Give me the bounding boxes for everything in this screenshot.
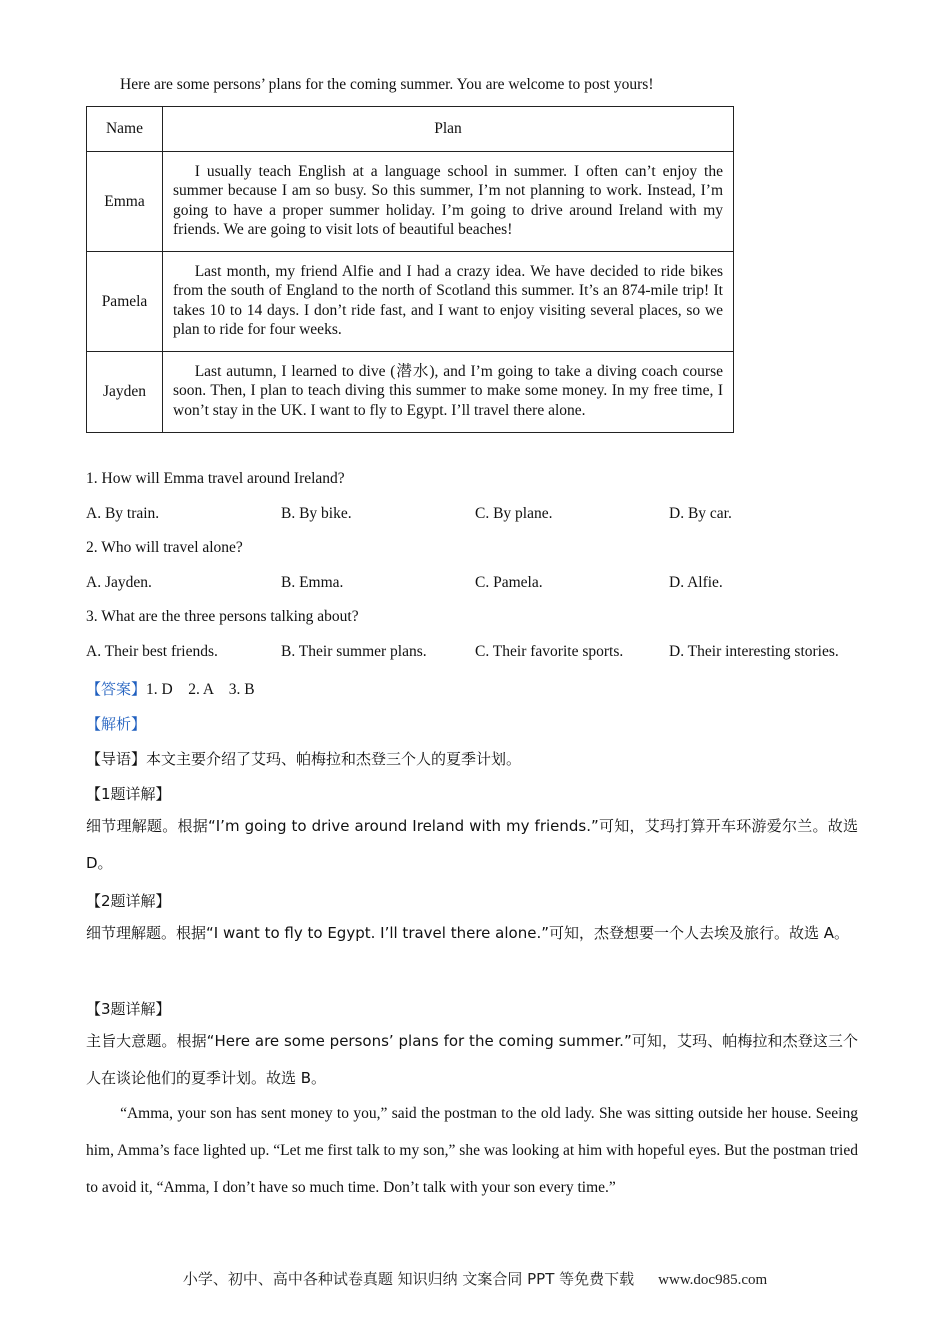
detail-1-heading: 【1题详解】: [86, 785, 171, 803]
footer-text: 小学、初中、高中各种试卷真题 知识归纳 文案合同 PPT 等免费下载: [182, 1270, 635, 1288]
row-plan: I usually teach English at a language school in summer. I often can’t enjoy the summer because I am so busy. So this summer, I’m not planning to work. Instead, I’m going to have a proper summer holiday. I’m going to drive around Ireland with my friends. We are going to visit lots of beautiful beaches!: [163, 152, 734, 252]
plans-table: [86, 106, 734, 433]
answer-label: 【答案】: [86, 680, 147, 698]
row-name: Jayden: [87, 352, 163, 433]
q1-option-a: A. By train.: [86, 505, 160, 522]
header-plan: Plan: [163, 107, 734, 152]
table-row: [87, 252, 734, 352]
row-plan: Last month, my friend Alfie and I had a crazy idea. We have decided to ride bikes from the south of England to the north of Scotland this summer. It’s an 874-mile trip! It takes 10 to 14 days. I don’t ride fast, and I want to enjoy visiting several places, so we plan to ride for four weeks.: [163, 252, 734, 352]
detail-3-text: 主旨大意题。根据“Here are some persons’ plans for the coming summer.”可知，艾玛、帕梅拉和杰登这三个人在谈论他们的夏季计划。故选 B。: [86, 1032, 858, 1087]
detail-2-heading: 【2题详解】: [86, 892, 171, 910]
detail-3-heading: 【3题详解】: [86, 1000, 171, 1018]
q1-option-d: D. By car.: [669, 505, 732, 522]
header-name: Name: [87, 107, 163, 152]
q3-option-b: B. Their summer plans.: [281, 643, 427, 660]
q1-option-b: B. By bike.: [281, 505, 352, 522]
row-name: Pamela: [87, 252, 163, 352]
question-3: 3. What are the three persons talking about?: [86, 608, 359, 625]
answer-line: [86, 678, 255, 699]
q1-option-c: C. By plane.: [475, 505, 553, 522]
table-row: [87, 352, 734, 433]
detail-2-text: 细节理解题。根据“I want to fly to Egypt. I’ll travel there alone.”可知，杰登想要一个人去埃及旅行。故选 A。: [86, 924, 850, 942]
detail-1-text: 细节理解题。根据“I’m going to drive around Ireland with my friends.”可知，艾玛打算开车环游爱尔兰。故选 D。: [86, 817, 858, 872]
table-header-row: [87, 107, 734, 152]
guide-text: 【导语】本文主要介绍了艾玛、帕梅拉和杰登三个人的夏季计划。: [86, 750, 522, 768]
q2-option-b: B. Emma.: [281, 574, 344, 591]
page-footer: [0, 1268, 950, 1289]
q2-option-d: D. Alfie.: [669, 574, 723, 591]
question-2: 2. Who will travel alone?: [86, 539, 243, 556]
q3-option-a: A. Their best friends.: [86, 643, 218, 660]
q3-option-c: C. Their favorite sports.: [475, 643, 624, 660]
q3-option-d: D. Their interesting stories.: [669, 643, 839, 660]
q2-option-a: A. Jayden.: [86, 574, 152, 591]
intro-text: Here are some persons’ plans for the coming summer. You are welcome to post yours!: [120, 76, 654, 93]
answer-value: 1. D 2. A 3. B: [146, 681, 255, 698]
row-plan: Last autumn, I learned to dive (潜水), and I’m going to take a diving coach course soon. Then, I plan to teach diving this summer to make some money. In my free time, I won’t stay in the UK. I want to fly to Egypt. I’ll travel there alone.: [163, 352, 734, 433]
question-1: 1. How will Emma travel around Ireland?: [86, 470, 345, 487]
story-paragraph: “Amma, your son has sent money to you,” said the postman to the old lady. She was sitting outside her house. Seeing him, Amma’s face lighted up. “Let me first talk to my son,” she was looking at him with hopeful eyes. But the postman tried to avoid it, “Amma, I don’t have so much time. Don’t talk with your son every time.”: [86, 1105, 858, 1196]
table-row: [87, 152, 734, 252]
analysis-label: 【解析】: [86, 715, 147, 733]
footer-url[interactable]: www.doc985.com: [658, 1272, 768, 1288]
row-name: Emma: [87, 152, 163, 252]
q2-option-c: C. Pamela.: [475, 574, 543, 591]
